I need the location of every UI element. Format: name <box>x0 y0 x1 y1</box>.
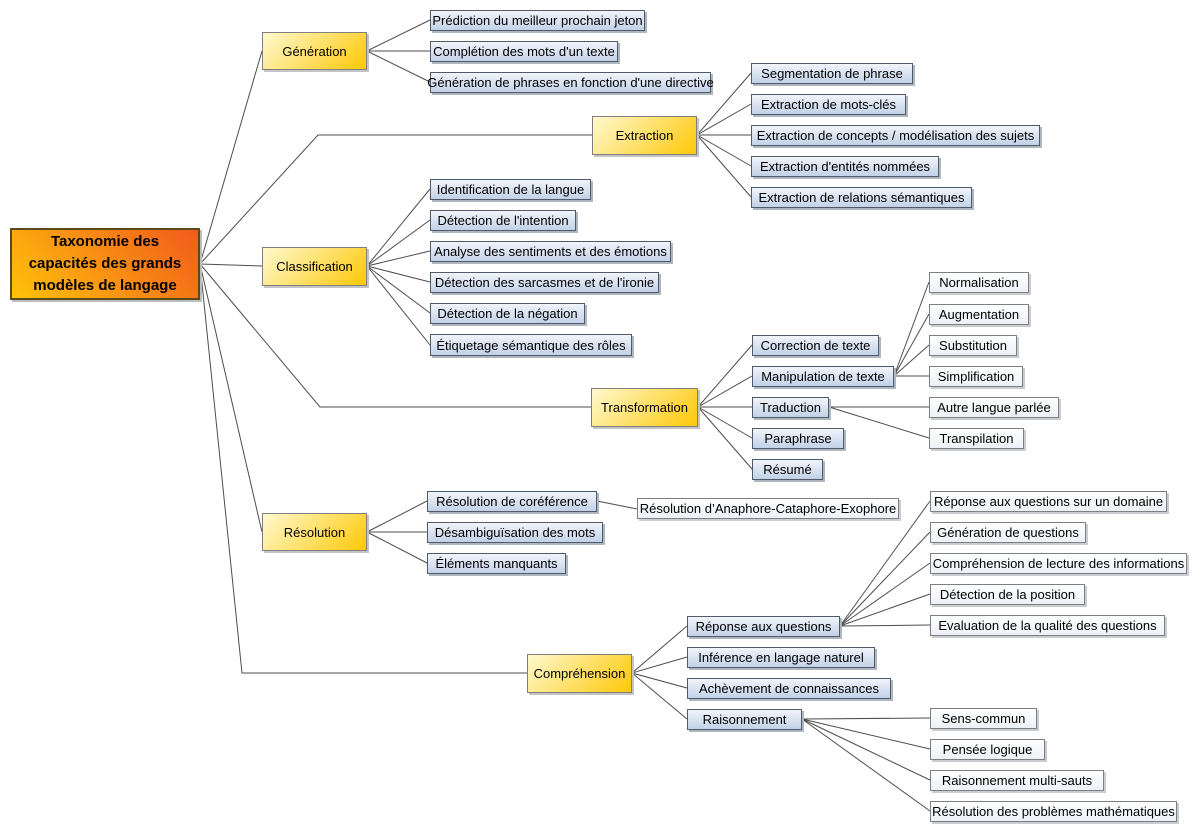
node-resolution: Résolution <box>262 513 367 551</box>
node-analyse-sentiments: Analyse des sentiments et des émotions <box>430 241 671 262</box>
node-completion-mots: Complétion des mots d'un texte <box>430 41 618 62</box>
connector <box>698 345 752 407</box>
connectors-resolution <box>367 501 427 563</box>
node-extraction: Extraction <box>592 116 697 155</box>
connector <box>840 563 930 626</box>
node-detection-intention: Détection de l'intention <box>430 210 576 231</box>
connector <box>367 532 427 563</box>
connector <box>802 719 930 780</box>
node-detection-sarcasmes: Détection des sarcasmes et de l'ironie <box>430 272 659 293</box>
connector <box>200 264 527 673</box>
connector <box>840 625 930 626</box>
connector <box>200 264 262 266</box>
connector <box>367 20 430 51</box>
node-correction-texte: Correction de texte <box>752 335 879 356</box>
connector <box>632 626 687 673</box>
node-comprehension-lecture-informations: Compréhension de lecture des informations <box>930 553 1187 574</box>
node-achevement-connaissances: Achèvement de connaissances <box>687 678 891 699</box>
connector <box>697 135 751 166</box>
node-resolution-problemes-mathematiques: Résolution des problèmes mathématiques <box>930 801 1177 822</box>
node-generation: Génération <box>262 32 367 70</box>
connector <box>894 314 929 376</box>
connector <box>802 719 930 811</box>
connector <box>802 719 930 749</box>
node-root-taxonomie: Taxonomie des capacités des grands modèles de langage <box>10 228 200 300</box>
connector <box>597 501 637 509</box>
node-inference-langage-naturel: Inférence en langage naturel <box>687 647 875 668</box>
connector <box>200 264 262 532</box>
connectors-traduction <box>829 407 929 438</box>
node-transformation: Transformation <box>591 388 698 427</box>
connector <box>698 407 752 469</box>
node-reponse-aux-questions: Réponse aux questions <box>687 616 840 637</box>
node-comprehension: Compréhension <box>527 654 632 693</box>
node-generation-questions: Génération de questions <box>930 522 1086 543</box>
connector <box>200 51 262 264</box>
node-detection-position: Détection de la position <box>930 584 1085 605</box>
node-raisonnement: Raisonnement <box>687 709 802 730</box>
node-extraction-mots-cles: Extraction de mots-clés <box>751 94 906 115</box>
node-generation-phrases-directive: Génération de phrases en fonction d'une directive <box>430 72 711 93</box>
node-normalisation: Normalisation <box>929 272 1029 293</box>
node-reponse-questions-domaine: Réponse aux questions sur un domaine <box>930 491 1167 512</box>
node-resolution-coreference: Résolution de coréférence <box>427 491 597 512</box>
node-detection-negation: Détection de la négation <box>430 303 585 324</box>
node-substitution: Substitution <box>929 335 1017 356</box>
connector <box>840 532 930 626</box>
node-desambiguisation-mots: Désambiguïsation des mots <box>427 522 603 543</box>
connectors-raisonnement <box>802 718 930 811</box>
node-raisonnement-multi-sauts: Raisonnement multi-sauts <box>930 770 1104 791</box>
node-extraction-entites-nommees: Extraction d'entités nommées <box>751 156 939 177</box>
node-elements-manquants: Éléments manquants <box>427 553 566 574</box>
node-segmentation-phrase: Segmentation de phrase <box>751 63 913 84</box>
connectors-generation <box>367 20 430 82</box>
node-classification: Classification <box>262 247 367 286</box>
node-extraction-relations-semantiques: Extraction de relations sémantiques <box>751 187 972 208</box>
connector <box>632 673 687 719</box>
node-resolution-anaphore-cataphore-exophore: Résolution d’Anaphore-Cataphore-Exophore <box>637 498 899 519</box>
node-manipulation-texte: Manipulation de texte <box>752 366 894 387</box>
node-augmentation: Augmentation <box>929 304 1029 325</box>
connector <box>697 135 751 197</box>
node-resume: Résumé <box>752 459 823 480</box>
connectors-transformation <box>698 345 752 469</box>
connector <box>698 407 752 438</box>
connector <box>802 718 930 719</box>
node-pensee-logique: Pensée logique <box>930 739 1045 760</box>
connector <box>829 407 929 438</box>
node-traduction: Traduction <box>752 397 829 418</box>
connector <box>840 594 930 626</box>
node-simplification: Simplification <box>929 366 1023 387</box>
connector <box>632 657 687 673</box>
connectors-classification <box>367 189 430 345</box>
node-prediction-prochain-jeton: Prédiction du meilleur prochain jeton <box>430 10 645 31</box>
node-extraction-concepts: Extraction de concepts / modélisation des sujets <box>751 125 1040 146</box>
connectors-manipulation-texte <box>894 282 929 376</box>
node-identification-langue: Identification de la langue <box>430 179 591 200</box>
connectors-root <box>200 51 592 673</box>
connectors-comprehension <box>632 626 687 719</box>
node-sens-commun: Sens-commun <box>930 708 1037 729</box>
node-etiquetage-semantique-roles: Étiquetage sémantique des rôles <box>430 334 632 356</box>
connector <box>697 104 751 135</box>
connector <box>698 376 752 407</box>
connector <box>367 501 427 532</box>
connectors-coreference <box>597 501 637 509</box>
connectors-reponse-questions <box>840 501 930 626</box>
connector <box>894 282 929 376</box>
connector <box>367 51 430 82</box>
node-autre-langue-parlee: Autre langue parlée <box>929 397 1059 418</box>
node-transpilation: Transpilation <box>929 428 1024 449</box>
node-paraphrase: Paraphrase <box>752 428 844 449</box>
connector <box>367 266 430 282</box>
connector <box>840 501 930 626</box>
node-evaluation-qualite-questions: Evaluation de la qualité des questions <box>930 615 1165 636</box>
